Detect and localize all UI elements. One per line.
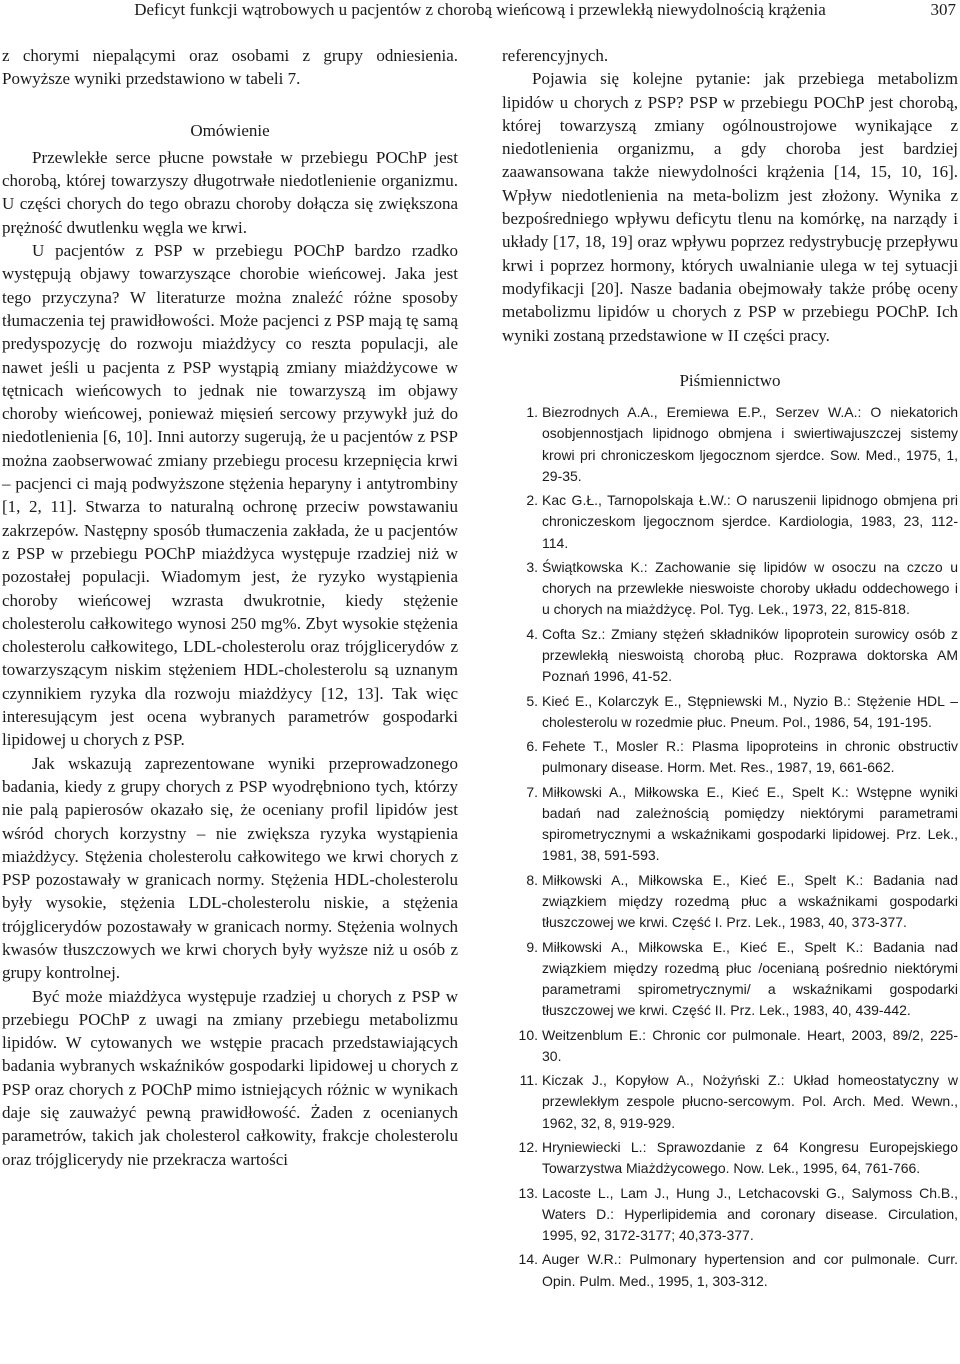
reference-text: Miłkowski A., Miłkowska E., Kieć E., Spelt K.: Wstępne wyniki badań nad zależnością pomiędzy niektórymi parametrami spirometrycznymi a wskaźnikami gospodarki lipidowej. Prz. Lek., 1981, 38, 591-593. [542,783,958,864]
reference-number: 5. [526,692,538,709]
reference-item [502,782,958,867]
reference-number: 1. [526,404,538,421]
reference-text: Cofta Sz.: Zmiany stężeń składników lipoprotein surowicy osób z przewlekłą nieswoistą chorobą płuc. Rozprawa doktorska AM Poznań 1996, 41-52. [542,625,958,685]
reference-item [502,490,958,554]
section-title-discussion: Omówienie [190,120,270,140]
reference-text: Świątkowska K.: Zachowanie się lipidów w osoczu na czczo u chorych na przewlekłe nieswoiste choroby układu oddechowego i u chorych na miażdżycę. Pol. Tyg. Lek., 1973, 22, 815-818. [542,558,958,618]
reference-number: 14. [518,1251,538,1268]
reference-text: Kieć E., Kolarczyk E., Stępniewski M., Nyzio B.: Stężenie HDL – cholesterolu w rozedmie płuc. Pneum. Pol., 1986, 54, 191-195. [542,692,958,730]
reference-item [502,1070,958,1134]
reference-item [502,402,958,487]
reference-item [502,870,958,934]
reference-number: 4. [526,625,538,642]
reference-text: Weitzenblum E.: Chronic cor pulmonale. Heart, 2003, 89/2, 225-30. [542,1026,958,1064]
right-column [502,44,958,1295]
reference-number: 2. [526,492,538,509]
reference-item [502,557,958,621]
paragraph: Jak wskazują zaprezentowane wyniki przeprowadzonego badania, kiedy z grupy chorych z PSP wyodrębniono tych, którzy nie palą papierosów okazało się, że oceniany profil lipidów jest wśród chorych korzystny – nie zwiększa ryzyka wystąpienia miażdżycy. Stężenia cholesterolu całkowitego we krwi chorych z PSP pozostawały w granicach normy. Stężenia HDL-cholesterolu były wysokie, stężenia LDL-cholesterolu niskie, a stężenia trójglicerydów pozostawały w granicach normy. Stężenia wolnych kwasów tłuszczowych we krwi chorych były wyższe niż u osób z grupy kontrolnej. [2,753,458,983]
reference-number: 3. [526,558,538,575]
reference-number: 7. [526,783,538,800]
reference-item [502,1137,958,1179]
reference-text: Hryniewiecki L.: Sprawozdanie z 64 Kongresu Europejskiego Towarzystwa Miażdżycowego. Now. Lek., 1995, 64, 761-766. [542,1138,958,1177]
paragraph: U pacjentów z PSP w przebiegu POChP bardzo rzadko występują objawy towarzyszące chorobie wieńcowej. Jaka jest tego przyczyna? W literaturze można znaleźć różne sposoby tłumaczenia tej prawidłowości. Może pacjenci z PSP mają tę samą predyspozycję do rozwoju miażdżycy co reszta populacji, ale nawet jeśli u pacjenta z PSP wystąpią zmiany miażdżycowe w tętnicach wieńcowych to jednak nie towarzyszą im objawy choroby wieńcowej, ponieważ mięsień sercowy przywykł już do niedotlenienia [6, 10]. Inni autorzy sugerują, że u pacjentów z PSP można zaobserwować zmiany przebiegu procesu krzepnięcia krwi – pacjenci ci mają podwyższone stężenia heparyny i antytrombiny [1, 2, 11]. Stwarza to naturalną ochronę przeciw powstawaniu zakrzepów. Następny sposób tłumaczenia zakłada, że u pacjentów z PSP w przebiegu POChP miażdżyca występuje rzadziej niż w pozostałej populacji. Wiadomym jest, że ryzyko wystąpienia choroby wieńcowej wzrasta dwukrotnie, kiedy stężenie cholesterolu całkowitego wynosi 250 mg%. Zbyt wysokie stężenia cholesterolu całkowitego, LDL-cholesterolu oraz trójglicerydów z towarzyszącym niskim stężeniem HDL-cholesterolu są uznanym czynnikiem ryzyka dla rozwoju miażdżycy [12, 13]. Tak więc interesującym jest ocena wybranych parametrów gospodarki lipidowej u chorych z PSP. [2,241,458,750]
reference-text: Miłkowski A., Miłkowska E., Kieć E., Spelt K.: Badania nad związkiem między rozedmą płuc a wskaźnikami gospodarki tłuszczowej we krwi. Część I. Prz. Lek., 1983, 40, 373-377. [542,871,958,931]
reference-item [502,624,958,688]
reference-number: 13. [518,1184,538,1201]
reference-number: 10. [518,1026,538,1043]
reference-text: Miłkowski A., Miłkowska E., Kieć E., Spelt K.: Badania nad związkiem między rozedmą płuc /ocenianą pośrednio niektórymi parametrami spirometrycznymi/ a wskaźnikami gospodarki tłuszczowej we krwi. Część II. Prz. Lek., 1983, 40, 439-442. [542,938,958,1019]
reference-number: 8. [526,871,538,888]
paragraph: Przewlekłe serce płucne powstałe w przebiegu POChP jest chorobą, której towarzyszy długotrwałe niedotlenienie organizmu. U części chorych do tego obrazu choroby dołącza się zwiększona prężność dwutlenku węgla we krwi. [2,147,458,237]
reference-text: Kac G.Ł., Tarnopolskaja Ł.W.: O naruszenii lipidnogo obmjena pri chroniczeskom ljegocznom sjerdce. Kardiologia, 1983, 23, 112-114. [542,492,958,551]
left-column [2,44,458,1171]
reference-number: 11. [519,1072,538,1089]
reference-item [502,937,958,1022]
page-number: 307 [930,0,956,19]
reference-item [502,1025,958,1067]
reference-text: Lacoste L., Lam J., Hung J., Letchacovski G., Salymoss Ch.B., Waters D.: Hyperlipidemia and coronary disease. Circulation, 1995, 92, 3172-3177; 40,373-377. [542,1184,958,1243]
reference-number: 6. [526,738,538,755]
reference-text: Fehete T., Mosler R.: Plasma lipoproteins in chronic obstructiv pulmonary disease. Horm. Met. Res., 1987, 19, 661-662. [542,738,958,776]
reference-item [502,691,958,733]
reference-number: 9. [526,938,538,955]
reference-text: Biezrodnych A.A., Eremiewa E.P., Serzev W.A.: O niekatorich osobjennostjach lipidnogo obmjena i swiertiwajuszczej sistemy krowi pri chroniczeskom ljegocznom sjerdce. Sow. Med., 1975, 1, 29-35. [542,404,958,484]
references-title: Piśmiennictwo [679,370,781,390]
page-header [0,0,960,30]
reference-text: Kiczak J., Kopyłow A., Nożyński Z.: Układ homeostatyczny w przewlekłym zespole płucno-sercowym. Pol. Arch. Med. Wewn., 1962, 32, 8, 919-929. [542,1072,958,1131]
reference-item [502,1183,958,1247]
reference-number: 12. [518,1138,538,1155]
paragraph-continuation: referencyjnych. [502,46,609,65]
reference-text: Auger W.R.: Pulmonary hypertension and cor pulmonale. Curr. Opin. Pulm. Med., 1995, 1, 303-312. [542,1251,958,1289]
references-list [502,402,958,1292]
paragraph-continuation: z chorymi niepalącymi oraz osobami z grupy odniesienia. Powyższe wyniki przedstawiono w tabeli 7. [2,46,458,89]
paragraph: Pojawia się kolejne pytanie: jak przebiega metabolizm lipidów u chorych z PSP? PSP w przebiegu POChP jest chorobą, której towarzyszą zmiany ogólnoustrojowe wynikające z niedotlenienia organizmu, a gdy choroba jest bardziej zaawansowana także niewydolności krążenia [14, 15, 10, 16]. Wpływ niedotlenienia na meta-bolizm jest złożony. Wynika z bezpośredniego wpływu deficytu tlenu na komórkę, na narządy i układy [17, 18, 19] oraz wpływu poprzez redystrybucję przepływu krwi i poprzez hormony, których uwalnianie ulega w tej sytuacji modyfikacji [20]. Nasze badania obejmowały także próbę oceny metabolizmu lipidów u chorych z PSP w przebiegu POChP. Ich wyniki zostaną przedstawione w II części pracy. [502,69,958,345]
paragraph: Być może miażdżyca występuje rzadziej u chorych z PSP w przebiegu POChP z uwagi na zmiany przebiegu metabolizmu lipidów. W cytowanych we wstępie pracach przedstawiających badania wybranych wskaźników gospodarki lipidowej u chorych z PSP oraz chorych z POChP mimo istniejących różnic w wynikach daje się zauważyć pewną prawidłowość. Żaden z ocenianych parametrów, takich jak cholesterol całkowity, frakcje cholesterolu oraz trójglicerydy nie przekracza wartości [2,986,458,1169]
reference-item [502,1249,958,1291]
reference-item [502,736,958,778]
running-title: Deficyt funkcji wątrobowych u pacjentów z chorobą wieńcową i przewlekłą niewydolnością krążenia [134,0,826,19]
